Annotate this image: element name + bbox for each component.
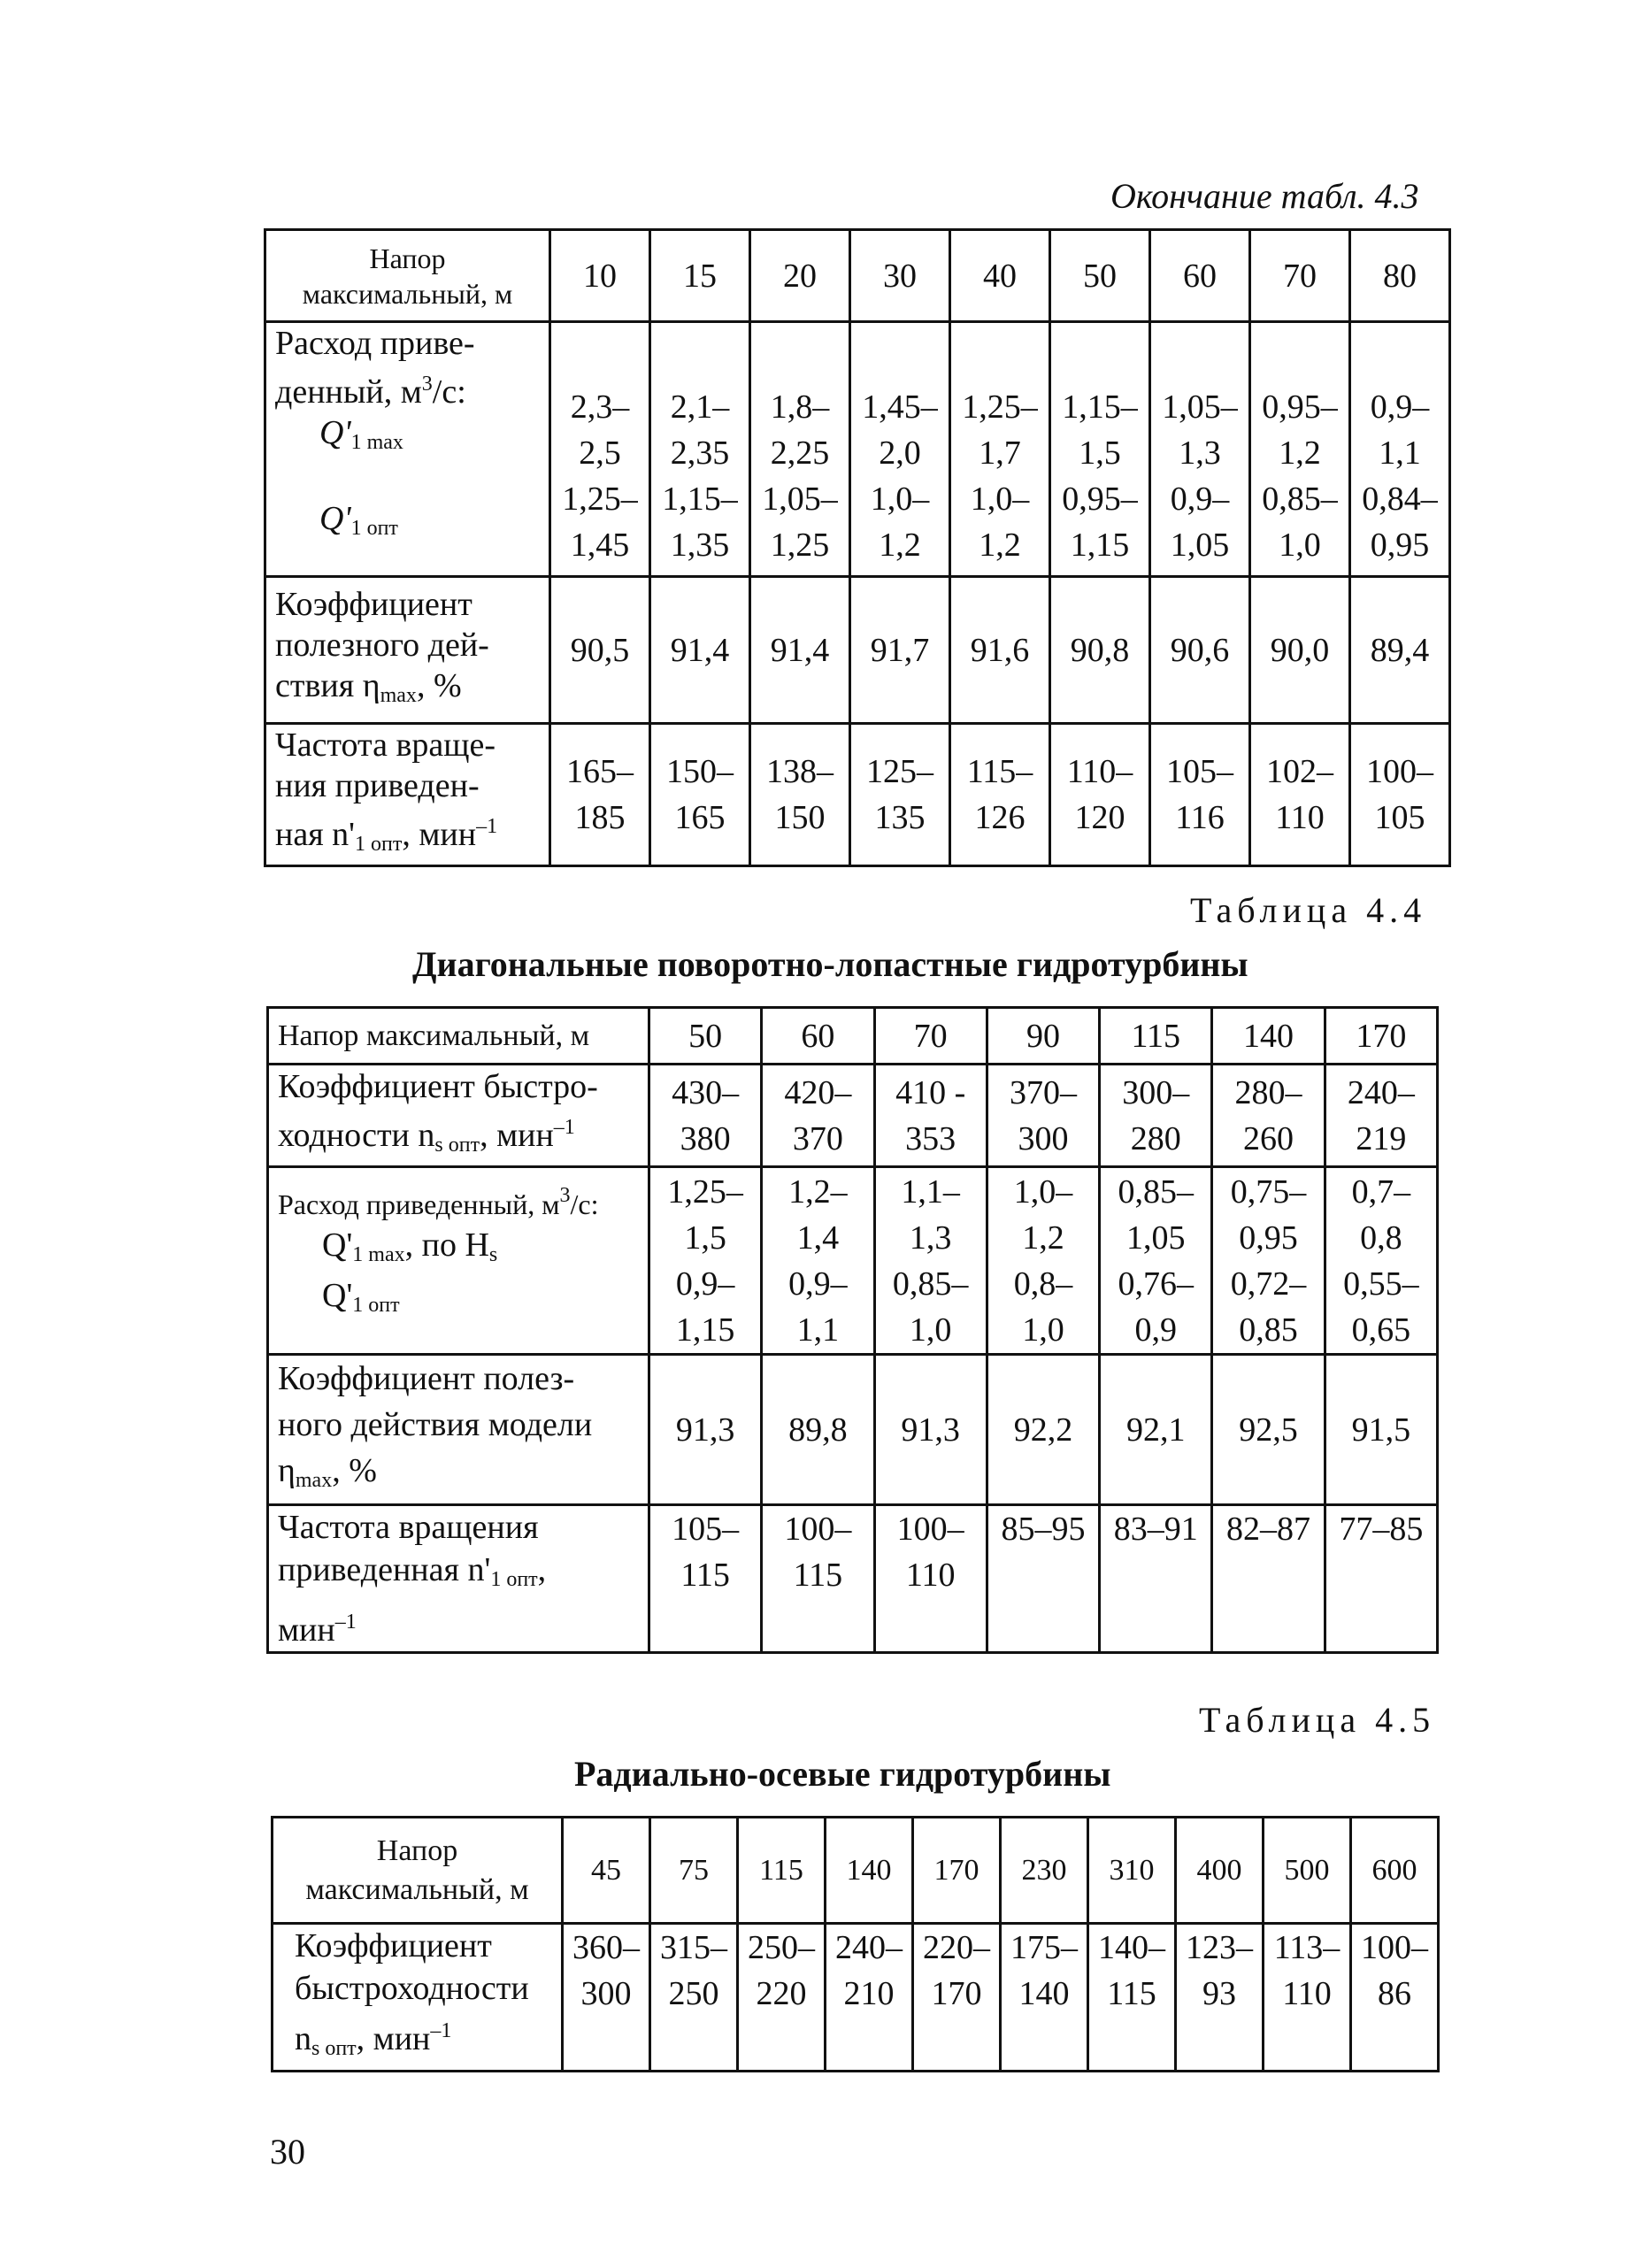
ns-values-cell: 175– 140 [1001, 1924, 1088, 2072]
flow-values-cell: 1,2– 1,4 0,9– 1,1 [762, 1167, 874, 1355]
eff-value: 92,2 [987, 1355, 1099, 1505]
eff-label-cell: Коэффициент полез- ного действия модели $\eta_{max}$, % [268, 1355, 649, 1505]
head-value: 60 [762, 1008, 874, 1065]
flow-label-cell: Расход приведенный, $м^3/с$: $Q'_{1 max}$, по $H_s$ $Q'_{1 опт}$ [268, 1167, 649, 1355]
head-value: 50 [1050, 230, 1150, 322]
head-label-line: максимальный, м [302, 277, 513, 310]
flow-values-cell: 1,1– 1,3 0,85– 1,0 [874, 1167, 987, 1355]
eff-value: 90,8 [1050, 577, 1150, 724]
eff-value: 91,6 [950, 577, 1050, 724]
ns-values-cell: 113– 110 [1264, 1924, 1351, 2072]
table-4-3-speed-row [265, 724, 1450, 866]
flow-values-cell: 0,7– 0,8 0,55– 0,65 [1325, 1167, 1437, 1355]
ns-values-cell: 370– 300 [987, 1065, 1099, 1167]
speed-values-cell: 165– 185 [550, 724, 650, 866]
ns-values-cell: 240– 219 [1325, 1065, 1437, 1167]
eff-value: 92,5 [1212, 1355, 1325, 1505]
table-4-5-label: Таблица 4.5 [1199, 1700, 1436, 1740]
table-4-5 [271, 1816, 1440, 2072]
head-value: 15 [650, 230, 750, 322]
flow-values-cell: 2,3– 2,5 1,25– 1,45 [550, 322, 650, 577]
speed-values-cell: 77–85 [1325, 1505, 1437, 1653]
eff-value: 91,4 [650, 577, 750, 724]
head-value: 140 [826, 1818, 913, 1924]
table-4-5-title: Радиально-осевые гидротурбины [574, 1754, 1111, 1794]
flow-values-cell: 1,8– 2,25 1,05– 1,25 [750, 322, 850, 577]
ns-values-cell: 140– 115 [1088, 1924, 1176, 2072]
table-4-5-ns-row [273, 1924, 1439, 2072]
speed-values-cell: 100– 115 [762, 1505, 874, 1653]
eff-value: 89,8 [762, 1355, 874, 1505]
eff-value: 91,4 [750, 577, 850, 724]
ns-values-cell: 280– 260 [1212, 1065, 1325, 1167]
head-value: 45 [563, 1818, 650, 1924]
head-value: 310 [1088, 1818, 1176, 1924]
table-4-4-ns-row [268, 1065, 1438, 1167]
flow-values-cell: 1,0– 1,2 0,8– 1,0 [987, 1167, 1099, 1355]
head-value: 600 [1351, 1818, 1439, 1924]
head-value: 140 [1212, 1008, 1325, 1065]
speed-label-cell: Частота вращения приведенная $n'_{1 опт}$, мин$^{-1}$ [268, 1505, 649, 1653]
head-label-line: Напор [369, 242, 446, 274]
table-4-4-eff-row [268, 1355, 1438, 1505]
head-label-cell: Напор максимальный, м [273, 1818, 563, 1924]
ns-values-cell: 410 - 353 [874, 1065, 987, 1167]
page-number: 30 [270, 2132, 305, 2172]
table-4-5-head-row [273, 1818, 1439, 1924]
head-value: 170 [1325, 1008, 1437, 1065]
ns-label-cell: Коэффициент быстро- ходности $n_{s опт}$, мин$^{-1}$ [268, 1065, 649, 1167]
flow-values-cell: 2,1– 2,35 1,15– 1,35 [650, 322, 750, 577]
table-4-4-head-row [268, 1008, 1438, 1065]
table-4-4-speed-row [268, 1505, 1438, 1653]
flow-values-cell: 0,9– 1,1 0,84– 0,95 [1350, 322, 1450, 577]
table-4-4 [266, 1006, 1439, 1654]
table-continuation-caption: Окончание табл. 4.3 [1110, 176, 1419, 216]
ns-values-cell: 300– 280 [1100, 1065, 1212, 1167]
flow-values-cell: 1,05– 1,3 0,9– 1,05 [1150, 322, 1250, 577]
head-value: 80 [1350, 230, 1450, 322]
speed-values-cell: 110– 120 [1050, 724, 1150, 866]
flow-values-cell: 1,25– 1,7 1,0– 1,2 [950, 322, 1050, 577]
head-value: 500 [1264, 1818, 1351, 1924]
head-value: 115 [738, 1818, 826, 1924]
eff-label-cell: Коэффициент полезного дей- ствия $\eta_{max}$, % [265, 577, 550, 724]
table-4-3 [264, 228, 1451, 867]
ns-label-cell: Коэффициент быстроходности $n_{s опт}$, мин$^{-1}$ [273, 1924, 563, 2072]
head-value: 30 [850, 230, 950, 322]
ns-values-cell: 240– 210 [826, 1924, 913, 2072]
qmax-symbol: $Q'_{1 max}$, по $H_s$ [322, 1226, 498, 1266]
speed-values-cell: 115– 126 [950, 724, 1050, 866]
speed-values-cell: 83–91 [1100, 1505, 1212, 1653]
qopt-symbol: $Q'_{1 опт}$ [319, 500, 398, 540]
head-value: 75 [650, 1818, 738, 1924]
head-value: 170 [913, 1818, 1001, 1924]
head-value: 50 [649, 1008, 761, 1065]
ns-values-cell: 420– 370 [762, 1065, 874, 1167]
head-value: 90 [987, 1008, 1099, 1065]
eff-value: 92,1 [1100, 1355, 1212, 1505]
row-label-line: Расход приве- [275, 325, 475, 362]
flow-values-cell: 1,25– 1,5 0,9– 1,15 [649, 1167, 761, 1355]
speed-values-cell: 100– 110 [874, 1505, 987, 1653]
qmax-symbol: $Q'_{1 max}$ [319, 414, 403, 454]
ns-values-cell: 430– 380 [649, 1065, 761, 1167]
table-4-3-flow-row [265, 322, 1450, 577]
ns-values-cell: 220– 170 [913, 1924, 1001, 2072]
speed-values-cell: 82–87 [1212, 1505, 1325, 1653]
head-value: 20 [750, 230, 850, 322]
ns-values-cell: 123– 93 [1176, 1924, 1264, 2072]
speed-values-cell: 138– 150 [750, 724, 850, 866]
head-value: 115 [1100, 1008, 1212, 1065]
ns-values-cell: 360– 300 [563, 1924, 650, 2072]
row-label-line: денный, м [275, 373, 422, 411]
ns-values-cell: 250– 220 [738, 1924, 826, 2072]
head-value: 400 [1176, 1818, 1264, 1924]
head-label-cell: Напор максимальный, м [268, 1008, 649, 1065]
eff-value: 90,5 [550, 577, 650, 724]
speed-label-cell: Частота враще- ния приведен- ная $n'_{1 опт}$, мин$^{-1}$ [265, 724, 550, 866]
speed-values-cell: 150– 165 [650, 724, 750, 866]
table-4-3-eff-row [265, 577, 1450, 724]
speed-values-cell: 102– 110 [1250, 724, 1350, 866]
head-value: 10 [550, 230, 650, 322]
table-4-4-flow-row [268, 1167, 1438, 1355]
eff-value: 91,3 [874, 1355, 987, 1505]
speed-values-cell: 100– 105 [1350, 724, 1450, 866]
eff-value: 89,4 [1350, 577, 1450, 724]
head-value: 40 [950, 230, 1050, 322]
head-label-cell [265, 230, 550, 322]
speed-values-cell: 85–95 [987, 1505, 1099, 1653]
head-value: 70 [1250, 230, 1350, 322]
table-4-4-label: Таблица 4.4 [1190, 890, 1427, 930]
head-value: 70 [874, 1008, 987, 1065]
row-label-sup: 3 [421, 373, 433, 396]
speed-values-cell: 105– 115 [649, 1505, 761, 1653]
head-value: 60 [1150, 230, 1250, 322]
ns-values-cell: 100– 86 [1351, 1924, 1439, 2072]
row-label-line: /с: [432, 373, 466, 411]
eff-value: 91,5 [1325, 1355, 1437, 1505]
speed-values-cell: 125– 135 [850, 724, 950, 866]
eff-value: 91,3 [649, 1355, 761, 1505]
table-4-3-head-row [265, 230, 1450, 322]
eff-value: 90,0 [1250, 577, 1350, 724]
table-4-4-title: Диагональные поворотно-лопастные гидротурбины [412, 944, 1248, 984]
eff-value: 90,6 [1150, 577, 1250, 724]
flow-values-cell: 0,95– 1,2 0,85– 1,0 [1250, 322, 1350, 577]
speed-values-cell: 105– 116 [1150, 724, 1250, 866]
flow-label-cell [265, 322, 550, 577]
flow-values-cell: 1,45– 2,0 1,0– 1,2 [850, 322, 950, 577]
ns-values-cell: 315– 250 [650, 1924, 738, 2072]
flow-values-cell: 1,15– 1,5 0,95– 1,15 [1050, 322, 1150, 577]
eff-value: 91,7 [850, 577, 950, 724]
flow-values-cell: 0,85– 1,05 0,76– 0,9 [1100, 1167, 1212, 1355]
qopt-symbol: $Q'_{1 опт}$ [322, 1277, 400, 1317]
flow-values-cell: 0,75– 0,95 0,72– 0,85 [1212, 1167, 1325, 1355]
head-value: 230 [1001, 1818, 1088, 1924]
